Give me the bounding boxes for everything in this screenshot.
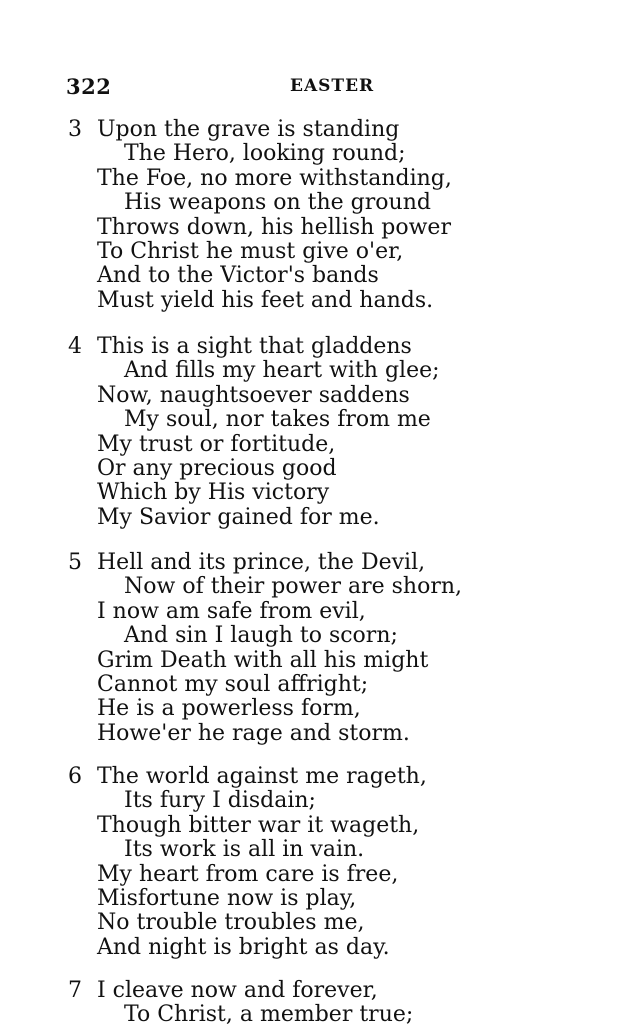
verse-line: Its fury I disdain; [124,788,316,814]
verse-line: Howe'er he rage and storm. [97,720,410,746]
verse-line: And night is bright as day. [97,934,390,960]
verse-line: Must yield his feet and hands. [97,287,434,313]
verse-line: My Savior gained for me. [97,504,380,530]
verse-line: The Foe, no more withstanding, [97,165,452,191]
verse-line: I cleave now and forever, [97,978,378,1003]
verse-line: The Hero, looking round; [124,141,406,167]
verse-line: Misfortune now is play, [97,886,357,911]
stanza-number: 5 [68,550,82,575]
verse-line: And to the Victor's bands [97,263,379,289]
verse-line: Though bitter war it wageth, [97,812,420,838]
verse-line: Now, naughtsoever saddens [97,382,410,408]
stanza-number: 7 [68,978,82,1003]
stanza-number: 6 [68,764,82,789]
verse-line: Throws down, his hellish power [97,214,451,240]
verse-line: Hell and its prince, the Devil, [97,550,426,575]
verse-line: His weapons on the ground [124,190,431,216]
verse-line: The world against me rageth, [97,764,427,789]
verse-line: He is a powerless form, [97,696,361,722]
verse-line: And fills my heart with glee; [124,358,440,384]
running-head: EASTER [290,76,375,96]
verse-line: My heart from care is free, [97,861,399,887]
verse-line: To Christ he must give o'er, [97,239,404,264]
page-number: 322 [66,74,112,99]
verse-line: To Christ, a member true; [124,1002,414,1028]
verse-line: And sin I laugh to scorn; [124,623,398,649]
verse-line: My trust or fortitude, [97,431,336,457]
verse-line: Or any precious good [97,456,337,481]
stanza-number: 3 [68,117,82,142]
verse-line: Cannot my soul affright; [97,672,369,697]
verse-line: Now of their power are shorn, [124,574,462,600]
verse-line: This is a sight that gladdens [97,334,412,359]
verse-line: I now am safe from evil, [97,598,366,624]
stanza-number: 4 [68,334,82,359]
verse-line: My soul, nor takes from me [124,407,431,433]
verse-line: Grim Death with all his might [97,647,429,673]
verse-line: Which by His victory [97,480,330,506]
verse-line: Upon the grave is standing [97,117,400,142]
verse-line: No trouble troubles me, [97,910,365,936]
verse-line: Its work is all in vain. [124,837,365,863]
